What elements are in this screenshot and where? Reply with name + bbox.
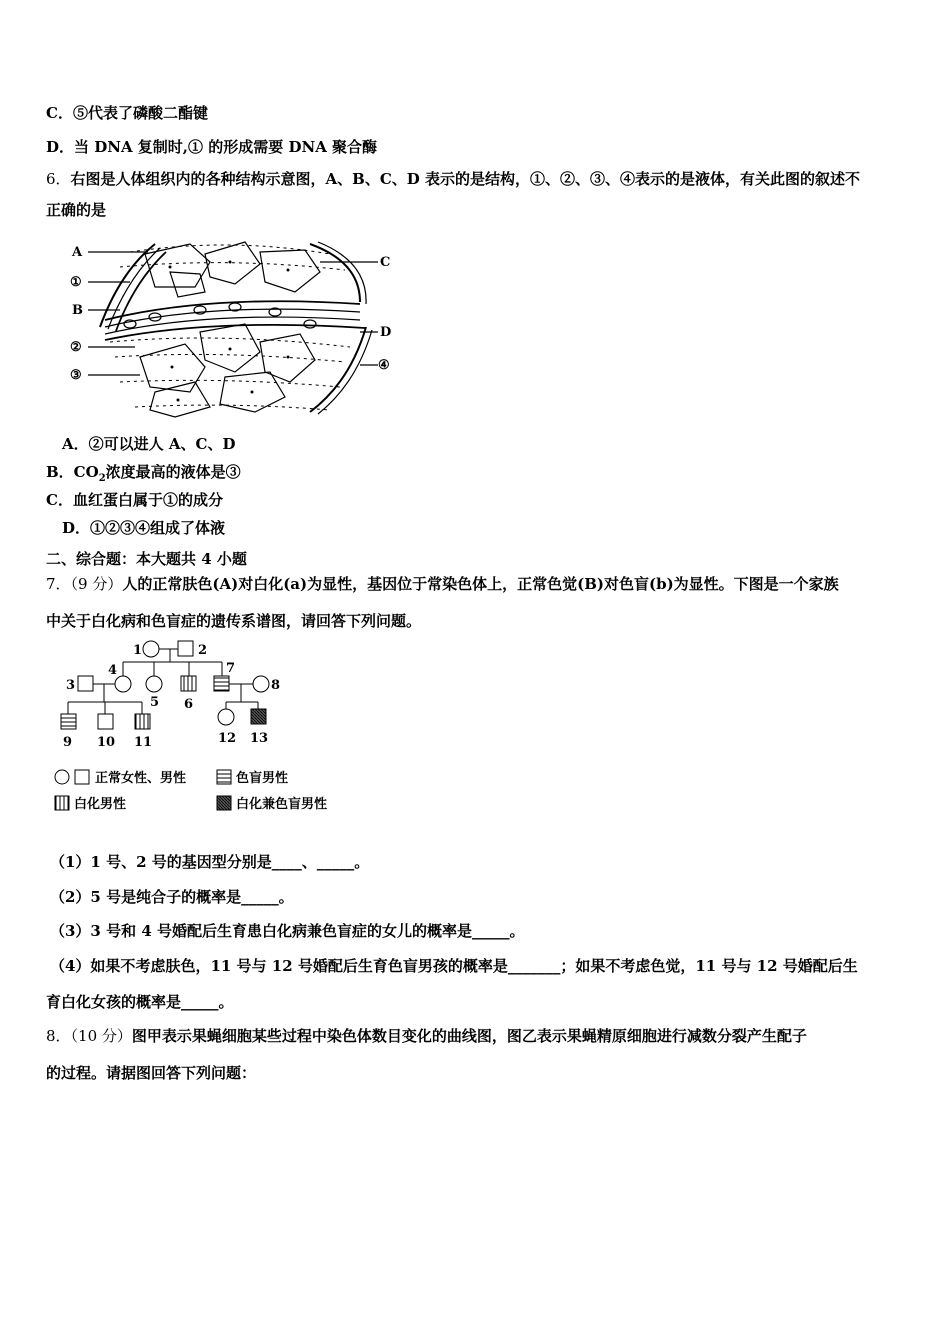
q6-stem-line1	[46, 168, 860, 189]
q7-sub4-line1: （4）如果不考虑肤色，11 号与 12 号婚配后生育色盲男孩的概率是_______；如果不考虑色觉，11 号与 12 号婚配后生	[50, 957, 858, 975]
q7-sub4-line2: 育白化女孩的概率是_____。	[46, 993, 234, 1011]
individual-6	[181, 676, 196, 691]
q5-option-d: D．当 DNA 复制时,① 的形成需要 DNA 聚合酶	[46, 138, 378, 156]
tissue-structure-figure	[60, 232, 400, 422]
individual-3	[78, 676, 93, 691]
q6-option-c: C．血红蛋白属于①的成分	[46, 491, 223, 509]
q8-score: （10 分）	[70, 1027, 132, 1045]
pedigree-number-5: 5	[150, 695, 160, 710]
q6-option-b	[46, 461, 241, 484]
label-fluid-1: ①	[70, 275, 82, 290]
q7-stem-line2: 中关于白化病和色盲症的遗传系谱图，请回答下列问题。	[46, 612, 422, 630]
pedigree-number-3: 3	[66, 678, 76, 693]
pedigree-figure	[50, 636, 360, 818]
legend-normal-label: 正常女性、男性	[95, 771, 187, 786]
individual-1	[143, 641, 159, 657]
label-B: B	[72, 303, 83, 318]
pedigree-number-12: 12	[218, 731, 237, 746]
legend-male-symbol	[75, 770, 89, 784]
section2-title: 二、综合题：本大题共 4 小题	[46, 550, 247, 568]
legend-albino-symbol	[55, 796, 69, 810]
q7-stem-line1	[46, 573, 839, 594]
legend-colorblind-symbol	[217, 770, 231, 784]
individual-12	[218, 709, 234, 725]
legend-albino-label: 白化男性	[74, 797, 127, 812]
q8-stem-line2: 的过程。请据图回答下列问题：	[46, 1064, 257, 1082]
individual-10	[98, 714, 113, 729]
pedigree-number-10: 10	[97, 735, 116, 750]
individual-7	[214, 676, 229, 691]
q8-stem-line1	[46, 1025, 807, 1046]
q7-sub3: （3）3 号和 4 号婚配后生育患白化病兼色盲症的女儿的概率是_____。	[50, 922, 525, 940]
q6-stem-text: 右图是人体组织内的各种结构示意图，A、B、C、D 表示的是结构，①、②、③、④表示的是液体，有关此图的叙述不	[70, 170, 861, 188]
q5-option-c: C．⑤代表了磷酸二酯键	[46, 104, 208, 122]
q7-sub1: （1）1 号、2 号的基因型分别是____、_____。	[50, 853, 370, 871]
label-A: A	[72, 245, 83, 260]
q6-option-b-pre: B．CO	[46, 463, 99, 481]
q7-sub2: （2）5 号是纯合子的概率是_____。	[50, 888, 294, 906]
individual-11	[135, 714, 150, 729]
pedigree-number-8: 8	[271, 678, 281, 693]
q6-option-d: D．①②③④组成了体液	[62, 519, 226, 537]
q6-option-a: A．②可以进人 A、C、D	[62, 435, 236, 453]
pedigree-number-13: 13	[250, 731, 269, 746]
q7-number: 7．	[46, 575, 71, 593]
label-fluid-3: ③	[70, 368, 82, 383]
individual-5	[146, 676, 162, 692]
legend-colorblind-label: 色盲男性	[236, 771, 289, 786]
pedigree-number-9: 9	[63, 735, 73, 750]
q8-number: 8．	[46, 1027, 71, 1045]
q6-option-b-post: 浓度最高的液体是③	[105, 463, 241, 481]
q7-score: （9 分）	[70, 575, 123, 593]
q7-stem-text: 人的正常肤色(A)对白化(a)为显性，基因位于常染色体上，正常色觉(B)对色盲(b)为显性。下图是一个家族	[122, 575, 839, 593]
pedigree-number-2: 2	[198, 643, 208, 658]
legend-female-symbol	[55, 770, 69, 784]
individual-8	[253, 676, 269, 692]
legend-both-symbol	[217, 796, 231, 810]
label-fluid-2: ②	[70, 340, 82, 355]
individual-9	[61, 714, 76, 729]
label-D: D	[380, 325, 392, 340]
label-fluid-4: ④	[378, 358, 390, 373]
q6-stem-line2: 正确的是	[46, 201, 107, 219]
individual-13	[251, 709, 266, 724]
q6-number: 6．	[46, 170, 71, 188]
individual-4	[115, 676, 131, 692]
pedigree-number-11: 11	[134, 735, 153, 750]
pedigree-number-6: 6	[184, 697, 194, 712]
q8-stem-text: 图甲表示果蝇细胞某些过程中染色体数目变化的曲线图，图乙表示果蝇精原细胞进行减数分裂产生配子	[131, 1027, 807, 1045]
q6-option-b-sub: 2	[98, 473, 106, 484]
pedigree-number-1: 1	[133, 643, 143, 658]
label-C: C	[380, 255, 391, 270]
legend-both-label: 白化兼色盲男性	[236, 797, 328, 812]
individual-2	[178, 641, 193, 656]
pedigree-number-4: 4	[108, 663, 118, 678]
pedigree-number-7: 7	[226, 661, 236, 676]
